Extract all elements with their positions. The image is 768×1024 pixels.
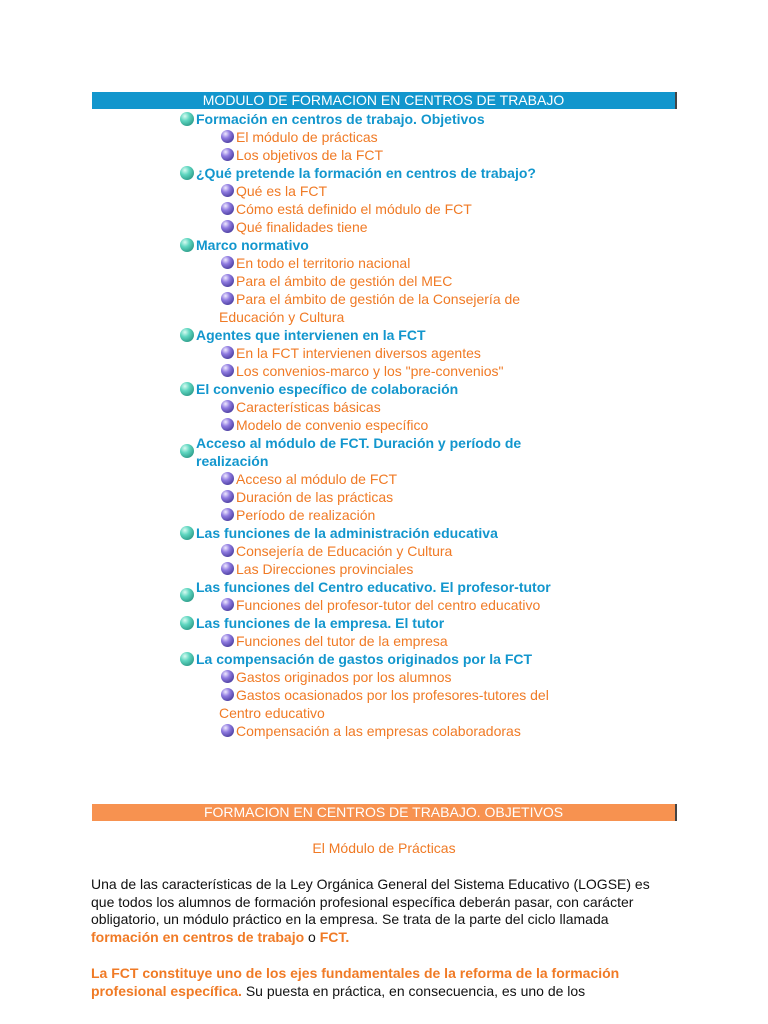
purple-bullet-icon <box>221 544 234 557</box>
paragraph-text: Una de las características de la Ley Orgánica General del Sistema Educativo (LOGSE) es que todos los alumnos de formación profesional específica deberán pasar, con carácter obligatorio, un módulo práctico en la empresa. Se trata de la parte del ciclo llamada <box>91 876 650 927</box>
toc-section-title[interactable]: ¿Qué pretende la formación en centros de trabajo? <box>196 165 536 181</box>
purple-bullet-icon <box>221 130 234 143</box>
purple-bullet-icon <box>221 490 234 503</box>
toc-item-link[interactable] <box>219 506 589 524</box>
toc-item-label[interactable]: Modelo de convenio específico <box>236 417 429 433</box>
toc-item-label[interactable]: Qué es la FCT <box>236 183 328 199</box>
toc-item-link[interactable] <box>219 290 589 326</box>
highlight-fct-abbrev[interactable]: FCT. <box>319 928 350 945</box>
toc-item-link[interactable] <box>219 254 589 272</box>
purple-bullet-icon <box>221 400 234 413</box>
toc-item-link[interactable] <box>219 542 589 560</box>
toc-section-title[interactable]: Marco normativo <box>196 237 309 253</box>
toc-section-title[interactable]: Las funciones de la empresa. El tutor <box>196 615 445 631</box>
teal-bullet-icon <box>180 166 194 180</box>
purple-bullet-icon <box>221 418 234 431</box>
toc-item-link[interactable] <box>219 146 589 164</box>
toc-section-link[interactable] <box>196 380 566 398</box>
toc-section-link[interactable] <box>196 578 566 596</box>
toc-item-link[interactable] <box>219 128 589 146</box>
purple-bullet-icon <box>221 364 234 377</box>
toc-item-label[interactable]: Consejería de Educación y Cultura <box>236 543 453 559</box>
toc-section-link[interactable] <box>196 164 566 182</box>
teal-bullet-icon <box>180 616 194 630</box>
toc-item-link[interactable] <box>219 416 589 434</box>
toc-item-link[interactable] <box>219 488 589 506</box>
toc-item-label[interactable]: Para el ámbito de gestión de la Consejería de Educación y Cultura <box>219 291 521 325</box>
toc-section-link[interactable] <box>196 434 566 470</box>
paragraph-text: Su puesta en práctica, en consecuencia, es uno de los <box>241 982 586 999</box>
toc-item-link[interactable] <box>219 344 589 362</box>
paragraph-text: o <box>304 928 320 945</box>
purple-bullet-icon <box>221 634 234 647</box>
toc-section-link[interactable] <box>196 524 566 542</box>
toc-item-label[interactable]: Los objetivos de la FCT <box>236 147 384 163</box>
teal-bullet-icon <box>180 444 194 458</box>
purple-bullet-icon <box>221 292 234 305</box>
toc-item-label[interactable]: Compensación a las empresas colaboradoras <box>236 723 521 739</box>
highlight-statement: La FCT constituye uno de los ejes fundamentales de la reforma de la formación profesional específica. <box>91 965 620 999</box>
toc-item-link[interactable] <box>219 470 589 488</box>
toc-section-title[interactable]: Acceso al módulo de FCT. Duración y período de realización <box>196 435 522 469</box>
toc-item-label[interactable]: Qué finalidades tiene <box>236 219 368 235</box>
toc-section-title[interactable]: Formación en centros de trabajo. Objetivos <box>196 111 485 127</box>
purple-bullet-icon <box>221 688 234 701</box>
teal-bullet-icon <box>180 112 194 126</box>
toc-item-link[interactable] <box>219 200 589 218</box>
purple-bullet-icon <box>221 184 234 197</box>
toc-item-link[interactable] <box>219 560 589 578</box>
purple-bullet-icon <box>221 202 234 215</box>
toc-item-link[interactable] <box>219 362 589 380</box>
toc-item-link[interactable] <box>219 722 589 740</box>
section-banner: FORMACION EN CENTROS DE TRABAJO. OBJETIVOS <box>92 804 677 821</box>
toc-item-label[interactable]: Acceso al módulo de FCT <box>236 471 398 487</box>
toc-section-link[interactable] <box>196 326 566 344</box>
purple-bullet-icon <box>221 220 234 233</box>
toc-item-label[interactable]: Duración de las prácticas <box>236 489 394 505</box>
toc-item-label[interactable]: En todo el territorio nacional <box>236 255 411 271</box>
toc-item-label[interactable]: Los convenios-marco y los "pre-convenios" <box>236 363 504 379</box>
toc-section-link[interactable] <box>196 650 566 668</box>
purple-bullet-icon <box>221 472 234 485</box>
section-heading: El Módulo de Prácticas <box>312 840 456 856</box>
toc-section-title[interactable]: Las funciones del Centro educativo. El profesor-tutor <box>196 579 551 595</box>
toc-section-title[interactable]: Agentes que intervienen en la FCT <box>196 327 426 343</box>
toc-item-link[interactable] <box>219 668 589 686</box>
toc-item-link[interactable] <box>219 182 589 200</box>
purple-bullet-icon <box>221 562 234 575</box>
teal-bullet-icon <box>180 328 194 342</box>
purple-bullet-icon <box>221 724 234 737</box>
table-of-contents <box>0 110 768 740</box>
toc-item-label[interactable]: Características básicas <box>236 399 381 415</box>
purple-bullet-icon <box>221 670 234 683</box>
purple-bullet-icon <box>221 598 234 611</box>
toc-item-link[interactable] <box>219 398 589 416</box>
teal-bullet-icon <box>180 238 194 252</box>
toc-section-title[interactable]: El convenio específico de colaboración <box>196 381 459 397</box>
toc-section-link[interactable] <box>196 110 566 128</box>
toc-item-label[interactable]: Gastos originados por los alumnos <box>236 669 452 685</box>
toc-item-link[interactable] <box>219 596 589 614</box>
teal-bullet-icon <box>180 526 194 540</box>
toc-section-link[interactable] <box>196 614 566 632</box>
toc-banner: MODULO DE FORMACION EN CENTROS DE TRABAJO <box>92 92 677 109</box>
toc-item-link[interactable] <box>219 272 589 290</box>
toc-section-title[interactable]: La compensación de gastos originados por la FCT <box>196 651 533 667</box>
toc-section-title[interactable]: Las funciones de la administración educativa <box>196 525 498 541</box>
purple-bullet-icon <box>221 346 234 359</box>
toc-item-label[interactable]: Funciones del tutor de la empresa <box>236 633 448 649</box>
purple-bullet-icon <box>221 508 234 521</box>
toc-item-label[interactable]: En la FCT intervienen diversos agentes <box>236 345 481 361</box>
toc-item-link[interactable] <box>219 632 589 650</box>
toc-item-label[interactable]: Período de realización <box>236 507 376 523</box>
teal-bullet-icon <box>180 588 194 602</box>
toc-item-label[interactable]: Funciones del profesor-tutor del centro educativo <box>236 597 541 613</box>
toc-item-label[interactable]: El módulo de prácticas <box>236 129 378 145</box>
toc-item-link[interactable] <box>219 686 589 722</box>
toc-section-link[interactable] <box>196 236 566 254</box>
toc-item-label[interactable]: Gastos ocasionados por los profesores-tutores del Centro educativo <box>219 687 549 721</box>
toc-item-link[interactable] <box>219 218 589 236</box>
toc-item-label[interactable]: Cómo está definido el módulo de FCT <box>236 201 472 217</box>
intro-paragraph <box>91 876 651 946</box>
purple-bullet-icon <box>221 274 234 287</box>
toc-item-label[interactable]: Para el ámbito de gestión del MEC <box>236 273 453 289</box>
second-paragraph <box>91 965 651 1000</box>
highlight-fct-term[interactable]: formación en centros de trabajo <box>91 928 305 945</box>
purple-bullet-icon <box>221 148 234 161</box>
purple-bullet-icon <box>221 256 234 269</box>
teal-bullet-icon <box>180 382 194 396</box>
teal-bullet-icon <box>180 652 194 666</box>
toc-item-label[interactable]: Las Direcciones provinciales <box>236 561 414 577</box>
